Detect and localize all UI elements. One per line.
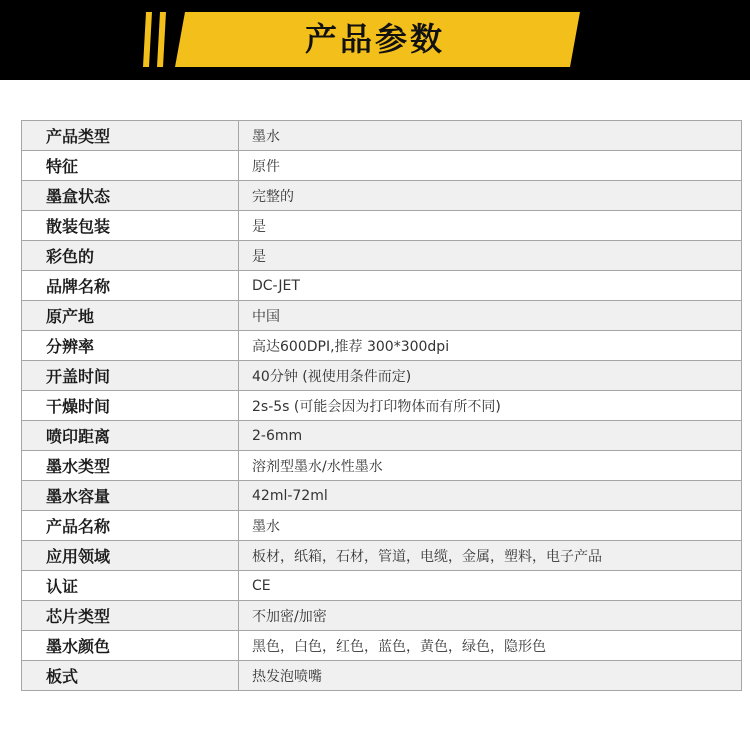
spec-label: 墨水容量 xyxy=(22,481,239,511)
spec-row xyxy=(22,241,742,271)
spec-label: 板式 xyxy=(22,661,239,691)
spec-label: 产品类型 xyxy=(22,121,239,151)
spec-value: 黑色，白色，红色，蓝色，黄色，绿色，隐形色 xyxy=(239,631,742,661)
spec-value: DC-JET xyxy=(239,271,742,301)
spec-row xyxy=(22,361,742,391)
spec-label: 散装包装 xyxy=(22,211,239,241)
spec-value: 完整的 xyxy=(239,181,742,211)
spec-row xyxy=(22,451,742,481)
spec-row xyxy=(22,541,742,571)
spec-label: 品牌名称 xyxy=(22,271,239,301)
spec-row xyxy=(22,391,742,421)
spec-value: CE xyxy=(239,571,742,601)
page-title: 产品参数 xyxy=(304,20,445,58)
spec-row xyxy=(22,271,742,301)
spec-row xyxy=(22,211,742,241)
spec-label: 喷印距离 xyxy=(22,421,239,451)
spec-table-body xyxy=(22,121,742,691)
spec-value: 溶剂型墨水/水性墨水 xyxy=(239,451,742,481)
spec-value: 中国 xyxy=(239,301,742,331)
spec-label: 产品名称 xyxy=(22,511,239,541)
spec-label: 分辨率 xyxy=(22,331,239,361)
spec-row xyxy=(22,421,742,451)
spec-label: 开盖时间 xyxy=(22,361,239,391)
spec-row xyxy=(22,511,742,541)
spec-label: 墨水颜色 xyxy=(22,631,239,661)
spec-value: 40分钟 (视使用条件而定) xyxy=(239,361,742,391)
spec-value: 是 xyxy=(239,211,742,241)
spec-value: 2s-5s (可能会因为打印物体而有所不同) xyxy=(239,391,742,421)
spec-row xyxy=(22,571,742,601)
spec-label: 应用领域 xyxy=(22,541,239,571)
spec-value: 板材，纸箱，石材，管道，电缆，金属，塑料，电子产品 xyxy=(239,541,742,571)
spec-value: 是 xyxy=(239,241,742,271)
spec-row xyxy=(22,151,742,181)
spec-label: 特征 xyxy=(22,151,239,181)
decor-stripe xyxy=(157,12,166,67)
spec-value: 42ml-72ml xyxy=(239,481,742,511)
spec-label: 墨盒状态 xyxy=(22,181,239,211)
spec-value: 墨水 xyxy=(239,511,742,541)
spec-label: 墨水类型 xyxy=(22,451,239,481)
spec-row xyxy=(22,661,742,691)
spec-row xyxy=(22,181,742,211)
spec-label: 芯片类型 xyxy=(22,601,239,631)
spec-value: 热发泡喷嘴 xyxy=(239,661,742,691)
spec-label: 干燥时间 xyxy=(22,391,239,421)
spec-label: 原产地 xyxy=(22,301,239,331)
spec-value: 2-6mm xyxy=(239,421,742,451)
decor-stripe xyxy=(143,12,152,67)
spec-value: 不加密/加密 xyxy=(239,601,742,631)
spec-row xyxy=(22,631,742,661)
spec-table xyxy=(21,120,742,691)
spec-value: 原件 xyxy=(239,151,742,181)
spec-value: 高达600DPI,推荐 300*300dpi xyxy=(239,331,742,361)
spec-row xyxy=(22,481,742,511)
spec-value: 墨水 xyxy=(239,121,742,151)
spec-row xyxy=(22,601,742,631)
spec-row xyxy=(22,121,742,151)
spec-label: 认证 xyxy=(22,571,239,601)
spec-row xyxy=(22,331,742,361)
spec-row xyxy=(22,301,742,331)
header-banner xyxy=(0,0,750,80)
spec-label: 彩色的 xyxy=(22,241,239,271)
